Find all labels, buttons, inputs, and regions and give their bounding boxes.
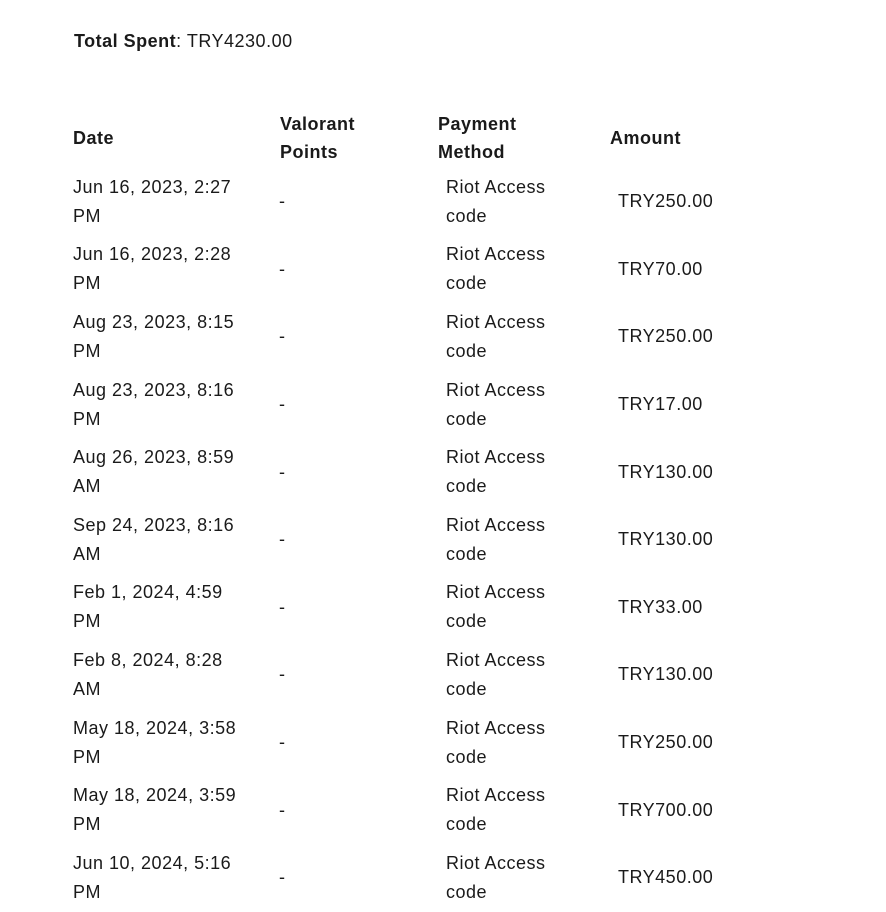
valorant-points-cell-text: - — [279, 732, 286, 753]
amount-cell-text: TRY33.00 — [618, 596, 703, 617]
date-cell — [64, 438, 271, 506]
valorant-points-cell-text: - — [279, 394, 286, 415]
payment-method-cell — [429, 438, 601, 506]
valorant-points-cell — [271, 844, 429, 912]
date-cell-text: Aug 23, 2023, 8:15 PM — [73, 311, 235, 361]
valorant-points-cell — [271, 303, 429, 371]
date-cell — [64, 506, 271, 574]
payment-method-cell — [429, 168, 601, 236]
column-header-amount: Amount — [610, 128, 681, 148]
valorant-points-cell-text: - — [279, 258, 286, 279]
valorant-points-cell-text: - — [279, 799, 286, 820]
column-header-payment-method — [429, 108, 601, 168]
payment-method-cell — [429, 236, 601, 304]
valorant-points-cell — [271, 371, 429, 439]
valorant-points-cell — [271, 506, 429, 574]
column-header-payment-method-label: Payment Method — [438, 114, 517, 162]
payment-method-cell-text: Riot Access code — [446, 244, 546, 294]
valorant-points-cell-text: - — [279, 664, 286, 685]
amount-cell-text: TRY130.00 — [618, 529, 714, 550]
table-row — [64, 641, 751, 709]
valorant-points-cell-text: - — [279, 596, 286, 617]
amount-cell-text: TRY250.00 — [618, 191, 714, 212]
payment-method-cell — [429, 776, 601, 844]
table-row — [64, 506, 751, 574]
amount-cell-text: TRY130.00 — [618, 461, 714, 482]
amount-cell — [601, 844, 751, 912]
date-cell — [64, 709, 271, 777]
payment-method-cell-text: Riot Access code — [446, 785, 546, 835]
amount-cell-text: TRY700.00 — [618, 799, 714, 820]
table-header-row — [64, 108, 751, 168]
payment-method-cell — [429, 844, 601, 912]
date-cell-text: Feb 8, 2024, 8:28 AM — [73, 649, 223, 699]
payment-method-cell — [429, 303, 601, 371]
column-header-valorant-points — [271, 108, 429, 168]
valorant-points-cell-text: - — [279, 867, 286, 888]
valorant-points-cell — [271, 438, 429, 506]
column-header-valorant-points-label: Valorant Points — [280, 114, 356, 162]
payment-method-cell — [429, 641, 601, 709]
date-cell — [64, 236, 271, 304]
amount-cell — [601, 506, 751, 574]
amount-cell — [601, 371, 751, 439]
table-row — [64, 844, 751, 912]
valorant-points-cell-text: - — [279, 191, 286, 212]
valorant-points-cell — [271, 168, 429, 236]
valorant-points-cell-text: - — [279, 529, 286, 550]
date-cell-text: May 18, 2024, 3:58 PM — [73, 717, 237, 767]
table-row — [64, 371, 751, 439]
payment-method-cell — [429, 574, 601, 642]
amount-cell — [601, 303, 751, 371]
payment-method-cell-text: Riot Access code — [446, 717, 546, 767]
amount-cell — [601, 438, 751, 506]
date-cell-text: Aug 26, 2023, 8:59 AM — [73, 447, 235, 497]
amount-cell — [601, 574, 751, 642]
payment-method-cell-text: Riot Access code — [446, 514, 546, 564]
amount-cell-text: TRY250.00 — [618, 732, 714, 753]
date-cell-text: Sep 24, 2023, 8:16 AM — [73, 514, 235, 564]
valorant-points-cell — [271, 236, 429, 304]
payment-method-cell — [429, 709, 601, 777]
valorant-points-cell — [271, 641, 429, 709]
amount-cell — [601, 168, 751, 236]
amount-cell-text: TRY17.00 — [618, 394, 703, 415]
amount-cell — [601, 776, 751, 844]
payment-method-cell — [429, 506, 601, 574]
amount-cell — [601, 641, 751, 709]
date-cell — [64, 168, 271, 236]
column-header-date: Date — [73, 128, 115, 148]
date-cell-text: Aug 23, 2023, 8:16 PM — [73, 379, 235, 429]
valorant-points-cell-text: - — [279, 326, 286, 347]
date-cell-text: May 18, 2024, 3:59 PM — [73, 785, 237, 835]
table-row — [64, 574, 751, 642]
purchase-history-table — [64, 108, 751, 912]
date-cell — [64, 776, 271, 844]
amount-cell-text: TRY130.00 — [618, 664, 714, 685]
table-row — [64, 776, 751, 844]
date-cell-text: Jun 16, 2023, 2:27 PM — [73, 176, 232, 226]
payment-method-cell-text: Riot Access code — [446, 649, 546, 699]
payment-method-cell-text: Riot Access code — [446, 852, 546, 902]
table-row — [64, 438, 751, 506]
date-cell-text: Feb 1, 2024, 4:59 PM — [73, 582, 223, 632]
table-row — [64, 236, 751, 304]
date-cell — [64, 641, 271, 709]
total-spent-value: : TRY4230.00 — [176, 31, 293, 51]
valorant-points-cell — [271, 776, 429, 844]
total-spent-label: Total Spent — [74, 31, 177, 51]
table-row — [64, 303, 751, 371]
amount-cell — [601, 709, 751, 777]
amount-cell — [601, 236, 751, 304]
valorant-points-cell — [271, 709, 429, 777]
date-cell-text: Jun 16, 2023, 2:28 PM — [73, 244, 232, 294]
date-cell — [64, 844, 271, 912]
amount-cell-text: TRY70.00 — [618, 258, 703, 279]
payment-method-cell-text: Riot Access code — [446, 311, 546, 361]
payment-method-cell-text: Riot Access code — [446, 379, 546, 429]
payment-method-cell-text: Riot Access code — [446, 582, 546, 632]
payment-method-cell-text: Riot Access code — [446, 447, 546, 497]
total-spent — [74, 30, 293, 52]
date-cell-text: Jun 10, 2024, 5:16 PM — [73, 852, 232, 902]
amount-cell-text: TRY250.00 — [618, 326, 714, 347]
table-row — [64, 709, 751, 777]
date-cell — [64, 303, 271, 371]
amount-cell-text: TRY450.00 — [618, 867, 714, 888]
payment-method-cell — [429, 371, 601, 439]
valorant-points-cell — [271, 574, 429, 642]
valorant-points-cell-text: - — [279, 461, 286, 482]
table-row — [64, 168, 751, 236]
date-cell — [64, 371, 271, 439]
date-cell — [64, 574, 271, 642]
payment-method-cell-text: Riot Access code — [446, 176, 546, 226]
